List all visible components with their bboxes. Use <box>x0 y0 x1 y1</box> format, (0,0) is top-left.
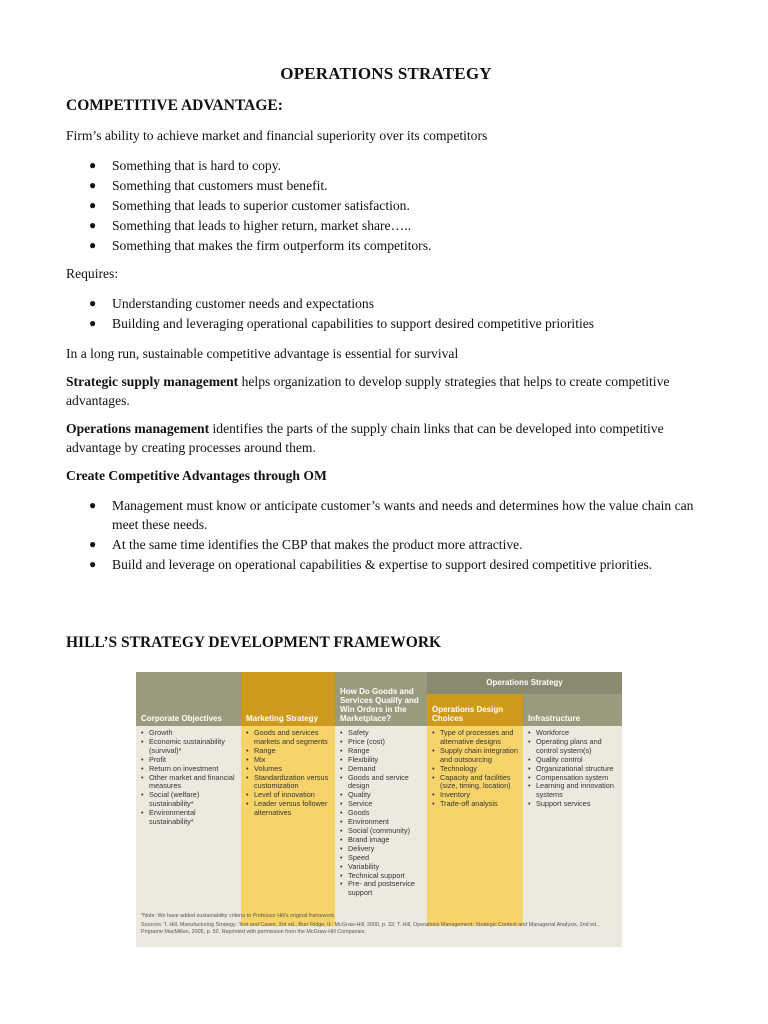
list-item: ● Something that makes the firm outperform its competitors. <box>89 238 432 253</box>
list-item: • Social (welfare) sustainability* <box>141 791 239 809</box>
bullet-icon: ● <box>89 198 97 212</box>
column-header: Infrastructure <box>523 694 622 726</box>
competitive-advantage-list <box>66 156 706 256</box>
operations-strategy-band: Operations Strategy <box>427 672 622 694</box>
list-item: • Workforce <box>528 729 620 738</box>
list-item: • Speed <box>340 854 425 863</box>
list-item: • Goods <box>340 809 425 818</box>
list-item: • Profit <box>141 756 239 765</box>
order-winners-column <box>335 672 427 913</box>
list-item: • Inventory <box>432 791 521 800</box>
bullet-icon: ● <box>89 498 97 512</box>
list-item: • Demand <box>340 765 425 774</box>
bullet-icon: ● <box>89 218 97 232</box>
list-item: • Level of innovation <box>246 791 333 800</box>
column-list <box>523 726 622 809</box>
column-header: Corporate Objectives <box>136 672 241 726</box>
column-header: How Do Goods and Services Qualify and Win Orders in the Marketplace? <box>335 672 427 726</box>
list-item: • Price (cost) <box>340 738 425 747</box>
corporate-objectives-column <box>136 672 241 913</box>
list-item: • Standardization versus customization <box>246 774 333 792</box>
list-item: ● Something that customers must benefit. <box>89 178 328 193</box>
bullet-icon: ● <box>89 296 97 310</box>
figure-notes <box>141 913 617 936</box>
list-item: ● Something that leads to superior customer satisfaction. <box>89 198 410 213</box>
strategic-supply-term: Strategic supply management <box>66 374 239 389</box>
list-item: • Economic sustainability (survival)* <box>141 738 239 756</box>
requires-label: Requires: <box>66 266 119 281</box>
list-item: • Variability <box>340 863 425 872</box>
list-item: • Capacity and facilities (size, timing, location) <box>432 774 521 792</box>
list-item: • Social (community) <box>340 827 425 836</box>
list-item: ● At the same time identifies the CBP that makes the product more attractive. <box>89 537 523 552</box>
list-item: ● Build and leverage on operational capabilities & expertise to support desired competitive priorities. <box>89 557 653 572</box>
operations-management-paragraph: Operations management identifies the parts of the supply chain links that can be developed into competitive advantage by creating processes around them. <box>66 421 664 455</box>
list-item: • Brand image <box>340 836 425 845</box>
requires-list <box>66 294 706 334</box>
list-item: • Technology <box>432 765 521 774</box>
marketing-strategy-column <box>241 672 335 913</box>
column-list <box>427 726 523 809</box>
hills-framework-figure <box>136 672 622 947</box>
list-item: • Support services <box>528 800 620 809</box>
list-item: • Mix <box>246 756 333 765</box>
bullet-icon: ● <box>89 316 97 330</box>
list-item: • Delivery <box>340 845 425 854</box>
column-header: Marketing Strategy <box>241 672 335 726</box>
list-item: • Return on investment <box>141 765 239 774</box>
list-item: • Trade-off analysis <box>432 800 521 809</box>
infrastructure-column <box>523 672 622 913</box>
create-advantages-list <box>66 496 706 575</box>
operations-design-column <box>427 672 523 913</box>
list-item: ● Understanding customer needs and expectations <box>89 296 374 311</box>
competitive-advantage-heading: COMPETITIVE ADVANTAGE: <box>66 97 283 114</box>
page-title: OPERATIONS STRATEGY <box>280 64 492 83</box>
list-item: • Goods and services markets and segments <box>246 729 333 747</box>
list-item: • Quality <box>340 791 425 800</box>
list-item: • Operating plans and control system(s) <box>528 738 620 756</box>
list-item: • Other market and financial measures <box>141 774 239 792</box>
list-item: • Environment <box>340 818 425 827</box>
list-item: • Volumes <box>246 765 333 774</box>
column-list <box>136 726 241 827</box>
bullet-icon: ● <box>89 557 97 571</box>
list-item: • Technical support <box>340 872 425 881</box>
list-item: • Goods and service design <box>340 774 425 792</box>
list-item: • Organizational structure <box>528 765 620 774</box>
operations-management-term: Operations management <box>66 421 210 436</box>
bullet-icon: ● <box>89 537 97 551</box>
list-item: • Safety <box>340 729 425 738</box>
list-item: • Quality control <box>528 756 620 765</box>
list-item: ● Building and leveraging operational capabilities to support desired competitive priorities <box>89 316 595 331</box>
list-item: • Environmental sustainability* <box>141 809 239 827</box>
long-run-statement: In a long run, sustainable competitive advantage is essential for survival <box>66 346 459 361</box>
list-item: • Service <box>340 800 425 809</box>
list-item: ● Something that leads to higher return, market share….. <box>89 218 411 233</box>
create-advantages-heading: Create Competitive Advantages through OM <box>66 468 327 483</box>
list-item: • Flexibility <box>340 756 425 765</box>
bullet-icon: ● <box>89 178 97 192</box>
list-item: • Pre- and postservice support <box>340 880 425 898</box>
list-item: • Growth <box>141 729 239 738</box>
column-header: Operations Design Choices <box>427 694 523 726</box>
list-item: ● Something that is hard to copy. <box>89 158 282 173</box>
list-item: • Type of processes and alternative designs <box>432 729 521 747</box>
list-item: • Supply chain integration and outsourcing <box>432 747 521 765</box>
bullet-icon: ● <box>89 238 97 252</box>
figure-sources: Sources: T. Hill, Manufacturing Strategy: Text and Cases, 3rd ed., Burr Ridge, IL: McGraw-Hill, 2000, p. 32; T. Hill, Operations Management: Strategic Context and Managerial Analysis, 2nd ed., Prigrame MacMillan, 2005, p. 50. Reprinted with permission from the McGraw-Hill Companies. <box>141 922 600 935</box>
list-item: • Range <box>246 747 333 756</box>
competitive-advantage-intro: Firm’s ability to achieve market and financial superiority over its competitors <box>66 128 488 143</box>
list-item: • Compensation system <box>528 774 620 783</box>
column-list <box>335 726 427 898</box>
column-list <box>241 726 335 818</box>
list-item: • Leader versus follower alternatives <box>246 800 333 818</box>
hills-framework-heading: HILL’S STRATEGY DEVELOPMENT FRAMEWORK <box>66 634 442 651</box>
strategic-supply-paragraph: Strategic supply management helps organization to develop supply strategies that helps to create competitive advantages. <box>66 374 670 408</box>
bullet-icon: ● <box>89 158 97 172</box>
list-item: • Range <box>340 747 425 756</box>
figure-footnote: *Note: We have added sustainability criteria to Professor Hill’s original framework. <box>141 913 336 919</box>
list-item: • Learning and innovation systems <box>528 782 620 800</box>
list-item: ● Management must know or anticipate customer’s wants and needs and determines how the value chain can meet these needs. <box>89 498 694 532</box>
